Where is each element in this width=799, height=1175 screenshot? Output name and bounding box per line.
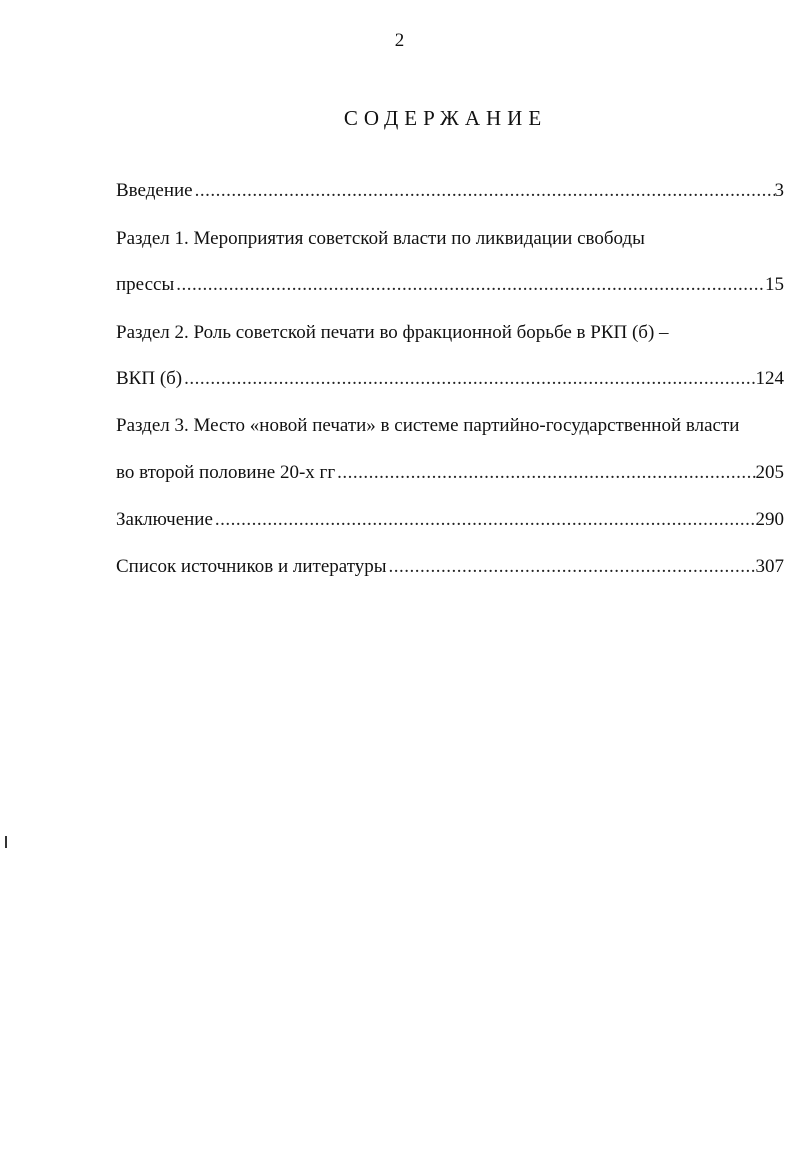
dot-leader bbox=[387, 554, 756, 580]
dot-leader bbox=[335, 460, 755, 486]
toc-entry-page: 290 bbox=[755, 509, 784, 530]
toc-entry-section1-line2 bbox=[116, 272, 784, 298]
toc-entry-conclusion bbox=[116, 507, 784, 533]
toc-entry-section1-line1 bbox=[116, 226, 784, 252]
toc-entry-label: Раздел 3. Место «новой печати» в системе партийно-государственной власти bbox=[116, 415, 740, 436]
toc-entry-page: 3 bbox=[774, 180, 784, 201]
dot-leader bbox=[193, 178, 775, 204]
toc-entry-label: Раздел 2. Роль советской печати во фракционной борьбе в РКП (б) – bbox=[116, 322, 669, 343]
toc-entry-page: 124 bbox=[755, 368, 784, 389]
toc-entry-intro bbox=[116, 178, 784, 204]
toc-entry-sources bbox=[116, 554, 784, 580]
page-number: 2 bbox=[394, 30, 405, 51]
toc-entry-label: Раздел 1. Мероприятия советской власти по ликвидации свободы bbox=[116, 228, 645, 249]
toc-entry-section2-line1 bbox=[116, 320, 784, 346]
toc-entry-label: Список источников и литературы bbox=[116, 556, 387, 577]
toc-entry-section3-line1 bbox=[116, 413, 784, 439]
toc-entry-section3-line2 bbox=[116, 460, 784, 486]
toc-entry-page: 205 bbox=[755, 462, 784, 483]
toc-entry-label: прессы bbox=[116, 274, 175, 295]
toc-entry-label: ВКП (б) bbox=[116, 368, 183, 389]
dot-leader bbox=[182, 366, 755, 392]
page-title: СОДЕРЖАНИЕ bbox=[343, 106, 548, 130]
scan-margin-mark bbox=[5, 836, 7, 848]
toc-entry-label: Заключение bbox=[116, 509, 213, 530]
toc-entry-section2-line2 bbox=[116, 366, 784, 392]
toc-entry-page: 15 bbox=[765, 274, 784, 295]
dot-leader bbox=[174, 272, 765, 298]
dot-leader bbox=[213, 507, 756, 533]
toc-entry-page: 307 bbox=[755, 556, 784, 577]
toc-entry-label: во второй половине 20-х гг bbox=[116, 462, 336, 483]
toc-entry-label: Введение bbox=[116, 180, 193, 201]
